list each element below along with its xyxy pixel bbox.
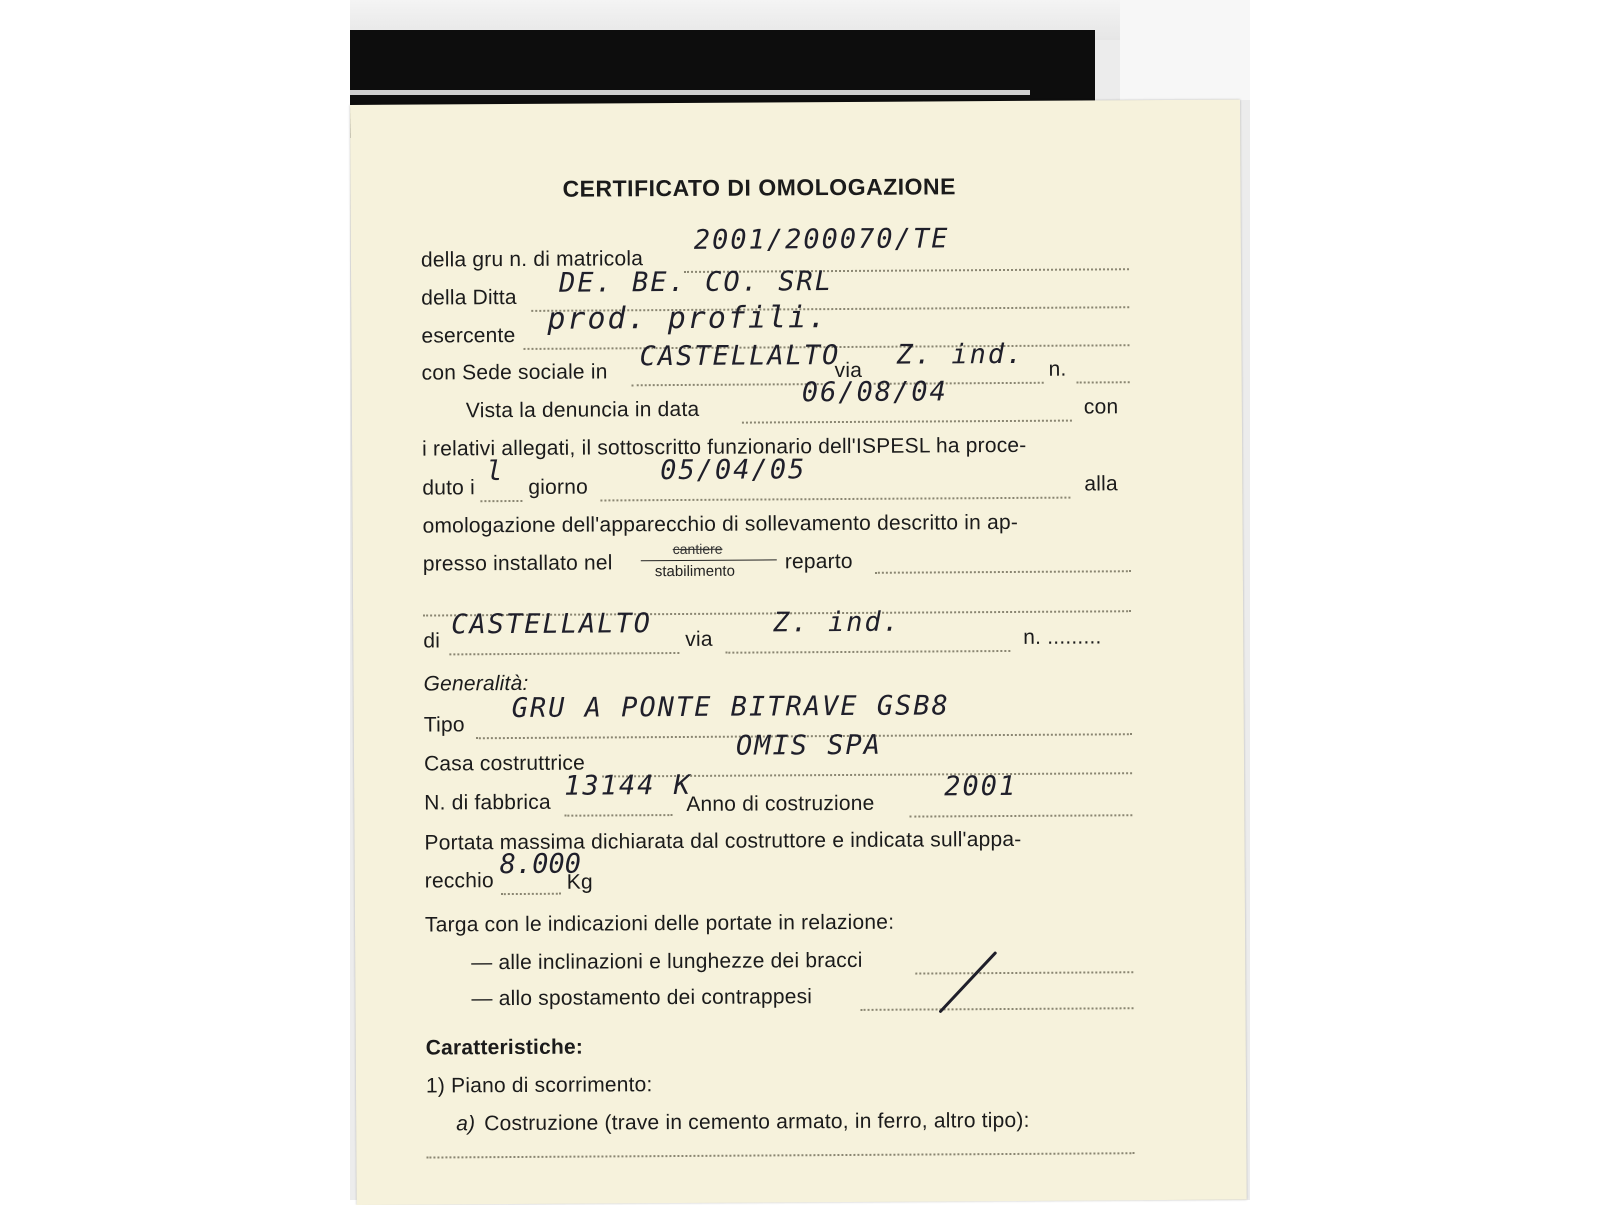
recchio-label: recchio — [424, 869, 494, 893]
targa-text: Targa con le indicazioni delle portate in relazione: — [424, 910, 895, 937]
background-cover-stripe — [350, 90, 1030, 95]
matricola-label: della gru n. di matricola — [420, 247, 644, 272]
recchio-line — [501, 893, 561, 895]
costruzione-text: Costruzione (trave in cemento armato, in ferro, altro tipo): — [484, 1108, 1030, 1136]
con-label: con — [1083, 395, 1119, 419]
caratteristiche-heading: Caratteristiche: — [425, 1035, 584, 1060]
reparto-line — [875, 570, 1131, 574]
duto-value: l — [486, 456, 505, 488]
inclinazioni-text: — alle inclinazioni e lunghezze dei bracci — [471, 948, 863, 975]
certificate-title: CERTIFICATO DI OMOLOGAZIONE — [562, 173, 957, 202]
allegati-text: i relativi allegati, il sottoscritto funzionario dell'ISPESL ha proce- — [422, 433, 1027, 461]
generalita-heading: Generalità: — [423, 671, 529, 696]
sede-n-line — [1077, 381, 1130, 383]
di-label: di — [423, 629, 441, 653]
anno-line — [909, 814, 1132, 817]
alla-label: alla — [1084, 472, 1118, 496]
sede-via-value: Z. ind. — [896, 338, 1025, 371]
giorno-value: 05/04/05 — [660, 454, 807, 487]
casa-value: OMIS SPA — [735, 729, 883, 762]
omologazione-text: omologazione dell'apparecchio di sollevamento descritto in ap- — [422, 510, 1019, 538]
sede-via-label: via — [834, 358, 863, 383]
anno-value: 2001 — [944, 770, 1018, 803]
slash-mark — [935, 947, 1015, 1017]
sede-n-label: n. — [1048, 357, 1067, 381]
matricola-value: 2001/200070/TE — [693, 223, 950, 256]
ditta-value: DE. BE. CO. SRL — [558, 266, 834, 299]
costruzione-line — [426, 1152, 1134, 1158]
kg-label: Kg — [566, 870, 593, 894]
duto-line — [480, 500, 522, 502]
ditta-label: della Ditta — [421, 285, 517, 310]
sede-value: CASTELLALTO — [639, 340, 841, 373]
casa-label: Casa costruttrice — [423, 751, 586, 776]
vista-line — [742, 420, 1072, 424]
background-paper-right — [1120, 0, 1250, 100]
presso-label: presso installato nel — [422, 551, 613, 576]
sede-line — [632, 383, 827, 386]
costruzione-label: a) — [456, 1112, 476, 1136]
di-line — [449, 652, 679, 655]
certificate-page — [350, 100, 1247, 1205]
vista-date: 06/08/04 — [801, 376, 948, 409]
option-divider — [641, 559, 777, 561]
tipo-value: GRU A PONTE BITRAVE GSB8 — [511, 690, 950, 725]
giorno-line — [600, 497, 1070, 502]
anno-label: Anno di costruzione — [686, 791, 875, 816]
fabbrica-label: N. di fabbrica — [424, 790, 551, 815]
recchio-value: 8.000 — [499, 848, 582, 881]
n2-label: n. ......... — [1023, 625, 1102, 649]
esercente-label: esercente — [421, 323, 516, 348]
via2-label: via — [685, 627, 713, 651]
stabilimento-option: stabilimento — [654, 562, 735, 581]
via2-line — [725, 650, 1010, 654]
esercente-value: prod. profili. — [547, 300, 829, 337]
fabbrica-value: 13144 K — [564, 769, 693, 802]
reparto-label: reparto — [784, 549, 853, 574]
vista-label: Vista la denuncia in data — [465, 397, 700, 423]
portata-text: Portata massima dichiarata dal costruttore e indicata sull'appa- — [424, 827, 1022, 855]
di-value: CASTELLALTO — [451, 608, 653, 641]
via2-value: Z. ind. — [773, 606, 902, 639]
duto-label: duto i — [422, 476, 475, 500]
giorno-label: giorno — [528, 475, 588, 499]
cantiere-option: cantiere — [672, 540, 723, 558]
fabbrica-line — [564, 814, 672, 817]
sede-label: con Sede sociale in — [421, 360, 608, 385]
tipo-label: Tipo — [423, 713, 465, 737]
contrappesi-text: — allo spostamento dei contrappesi — [471, 985, 813, 1011]
piano-text: 1) Piano di scorrimento: — [425, 1073, 653, 1098]
